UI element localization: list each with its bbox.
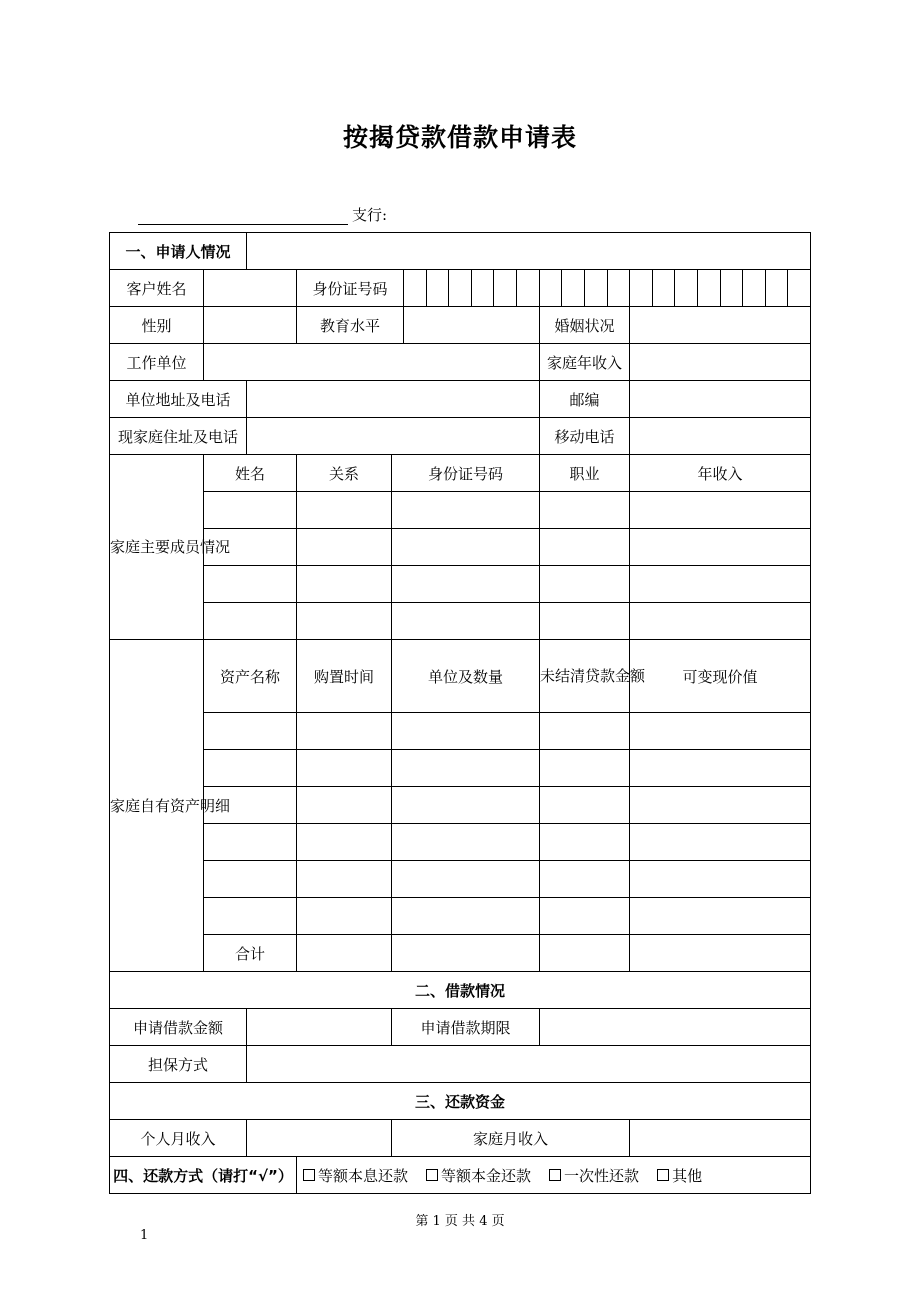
- marital-field[interactable]: [630, 307, 811, 344]
- repayment-option[interactable]: 等额本金还款: [426, 1165, 531, 1186]
- family-cell[interactable]: [392, 566, 540, 603]
- asset-cell[interactable]: [392, 787, 540, 824]
- family-cell[interactable]: [392, 603, 540, 640]
- asset-row: [110, 713, 811, 750]
- asset-cell[interactable]: [630, 898, 811, 935]
- family-cell[interactable]: [297, 566, 392, 603]
- asset-row: [110, 750, 811, 787]
- asset-cell[interactable]: [540, 861, 630, 898]
- asset-cell[interactable]: [392, 824, 540, 861]
- id-number-field[interactable]: [404, 270, 811, 307]
- family-cell[interactable]: [204, 566, 297, 603]
- asset-row: [110, 898, 811, 935]
- assets-label: 家庭自有资产明细: [110, 640, 204, 972]
- family-cell[interactable]: [392, 529, 540, 566]
- gender-field[interactable]: [204, 307, 297, 344]
- guarantee-field[interactable]: [247, 1046, 811, 1083]
- postcode-field[interactable]: [630, 381, 811, 418]
- page-footer: 第 1 页 共 4 页: [415, 1214, 505, 1229]
- guarantee-label: 担保方式: [110, 1046, 247, 1083]
- asset-col-name: 资产名称: [204, 640, 297, 713]
- family-cell[interactable]: [630, 566, 811, 603]
- family-col-id: 身份证号码: [392, 455, 540, 492]
- employer-address-label: 单位地址及电话: [110, 381, 247, 418]
- education-label: 教育水平: [297, 307, 404, 344]
- asset-cell[interactable]: [392, 713, 540, 750]
- family-row: [110, 603, 811, 640]
- loan-term-label: 申请借款期限: [392, 1009, 540, 1046]
- asset-row: [110, 861, 811, 898]
- asset-col-quantity: 单位及数量: [392, 640, 540, 713]
- asset-col-date: 购置时间: [297, 640, 392, 713]
- family-cell[interactable]: [630, 529, 811, 566]
- family-col-name: 姓名: [204, 455, 297, 492]
- family-cell[interactable]: [297, 603, 392, 640]
- asset-cell[interactable]: [630, 713, 811, 750]
- family-cell[interactable]: [630, 492, 811, 529]
- family-cell[interactable]: [540, 566, 630, 603]
- checkbox-icon[interactable]: [549, 1169, 561, 1181]
- family-cell[interactable]: [540, 529, 630, 566]
- asset-total-row: [110, 935, 811, 972]
- family-income-label: 家庭月收入: [392, 1120, 630, 1157]
- family-row: [110, 492, 811, 529]
- asset-total-cell[interactable]: [630, 935, 811, 972]
- branch-line: [138, 204, 387, 225]
- household-income-field[interactable]: [630, 344, 811, 381]
- asset-cell[interactable]: [630, 824, 811, 861]
- asset-cell[interactable]: [630, 750, 811, 787]
- loan-term-field[interactable]: [540, 1009, 811, 1046]
- branch-input[interactable]: [138, 206, 348, 225]
- family-cell[interactable]: [392, 492, 540, 529]
- asset-cell[interactable]: [540, 898, 630, 935]
- personal-income-label: 个人月收入: [110, 1120, 247, 1157]
- asset-cell[interactable]: [297, 750, 392, 787]
- asset-cell[interactable]: [204, 713, 297, 750]
- asset-cell[interactable]: [630, 861, 811, 898]
- family-cell[interactable]: [297, 529, 392, 566]
- checkbox-icon[interactable]: [303, 1169, 315, 1181]
- personal-income-field[interactable]: [247, 1120, 392, 1157]
- asset-cell[interactable]: [392, 750, 540, 787]
- loan-amount-field[interactable]: [247, 1009, 392, 1046]
- section2-header: 二、借款情况: [110, 972, 811, 1009]
- asset-total-cell[interactable]: [540, 935, 630, 972]
- asset-cell[interactable]: [297, 861, 392, 898]
- asset-cell[interactable]: [630, 787, 811, 824]
- application-table: [109, 232, 811, 1194]
- family-col-occupation: 职业: [540, 455, 630, 492]
- asset-cell[interactable]: [297, 713, 392, 750]
- section1-header-blank: [247, 233, 811, 270]
- page-number: 1: [140, 1228, 149, 1243]
- checkbox-icon[interactable]: [426, 1169, 438, 1181]
- family-cell[interactable]: [540, 492, 630, 529]
- home-address-label: 现家庭住址及电话: [110, 418, 247, 455]
- household-income-label: 家庭年收入: [540, 344, 630, 381]
- asset-total-cell[interactable]: [392, 935, 540, 972]
- family-col-income: 年收入: [630, 455, 811, 492]
- customer-name-label: 客户姓名: [110, 270, 204, 307]
- family-cell[interactable]: [204, 603, 297, 640]
- asset-cell[interactable]: [392, 898, 540, 935]
- family-income-field[interactable]: [630, 1120, 811, 1157]
- asset-cell[interactable]: [297, 898, 392, 935]
- family-members-label: 家庭主要成员情况: [110, 455, 204, 640]
- asset-cell[interactable]: [540, 824, 630, 861]
- employer-address-field[interactable]: [247, 381, 540, 418]
- loan-amount-label: 申请借款金额: [110, 1009, 247, 1046]
- home-address-field[interactable]: [247, 418, 540, 455]
- marital-label: 婚姻状况: [540, 307, 630, 344]
- mobile-label: 移动电话: [540, 418, 630, 455]
- asset-row: [110, 824, 811, 861]
- asset-cell[interactable]: [392, 861, 540, 898]
- asset-cell[interactable]: [540, 713, 630, 750]
- asset-cell[interactable]: [204, 750, 297, 787]
- family-col-relation: 关系: [297, 455, 392, 492]
- form-title: 按揭贷款借款申请表: [342, 123, 577, 152]
- section1-header: 一、申请人情况: [110, 233, 247, 270]
- repayment-options: [297, 1157, 811, 1194]
- checkbox-icon[interactable]: [657, 1169, 669, 1181]
- education-field[interactable]: [404, 307, 540, 344]
- gender-label: 性别: [110, 307, 204, 344]
- asset-cell[interactable]: [297, 787, 392, 824]
- family-cell[interactable]: [297, 492, 392, 529]
- asset-cell[interactable]: [204, 824, 297, 861]
- family-cell[interactable]: [630, 603, 811, 640]
- id-number-label: 身份证号码: [297, 270, 404, 307]
- employer-label: 工作单位: [110, 344, 204, 381]
- asset-cell[interactable]: [540, 787, 630, 824]
- employer-field[interactable]: [204, 344, 540, 381]
- section3-header: 三、还款资金: [110, 1083, 811, 1120]
- repayment-option[interactable]: 一次性还款: [549, 1165, 639, 1186]
- customer-name-field[interactable]: [204, 270, 297, 307]
- asset-cell[interactable]: [204, 861, 297, 898]
- asset-cell[interactable]: [297, 824, 392, 861]
- asset-cell[interactable]: [540, 750, 630, 787]
- postcode-label: 邮编: [540, 381, 630, 418]
- asset-col-value: 可变现价值: [630, 640, 811, 713]
- section4-header: 四、还款方式（请打“√”）: [110, 1157, 297, 1194]
- family-cell[interactable]: [540, 603, 630, 640]
- repayment-option[interactable]: 其他: [657, 1165, 702, 1186]
- repayment-option[interactable]: 等额本息还款: [303, 1165, 408, 1186]
- asset-total-label: 合计: [204, 935, 297, 972]
- family-row: [110, 566, 811, 603]
- branch-label: 支行:: [352, 206, 388, 224]
- asset-cell[interactable]: [204, 898, 297, 935]
- asset-total-cell[interactable]: [297, 935, 392, 972]
- family-cell[interactable]: [204, 492, 297, 529]
- asset-col-loan: 未结清贷款金额: [540, 640, 630, 713]
- mobile-field[interactable]: [630, 418, 811, 455]
